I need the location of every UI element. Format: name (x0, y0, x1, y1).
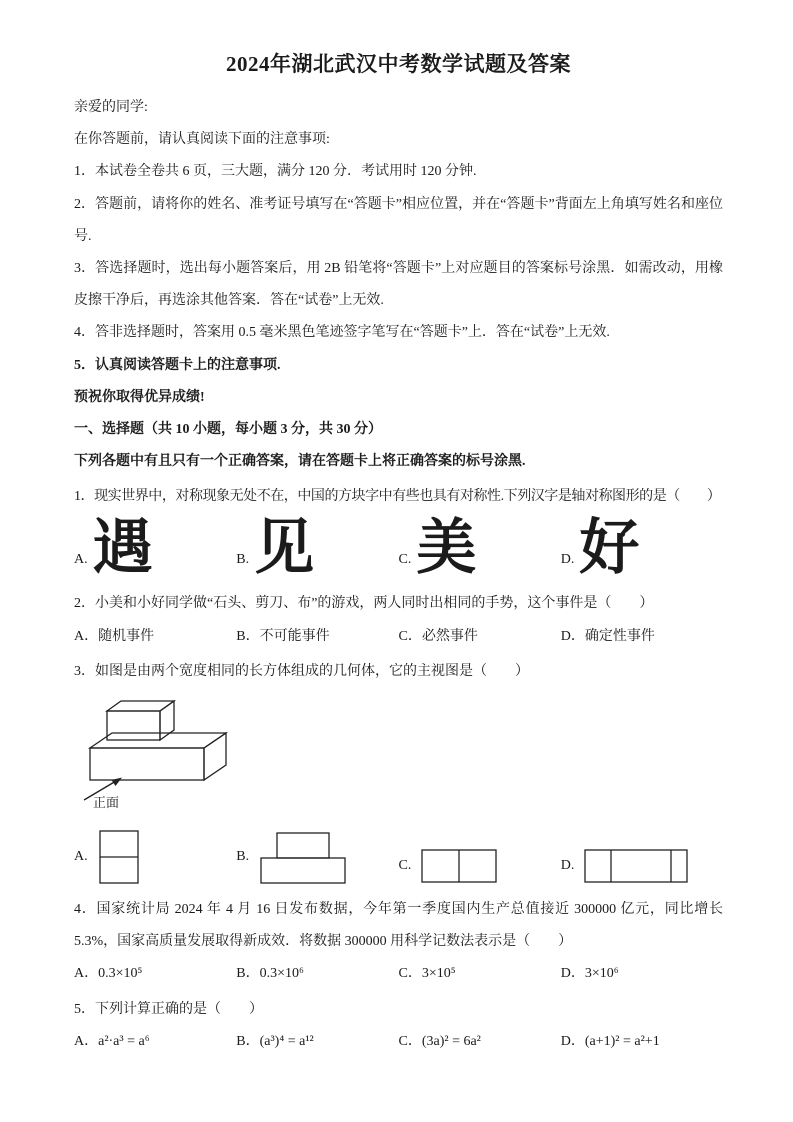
section-instruction: 下列各题中有且只有一个正确答案，请在答题卡上将正确答案的标号涂黑. (74, 454, 526, 470)
q3-option-b-figure (258, 828, 348, 886)
question-3-figure-wrap (76, 696, 723, 810)
q3-option-c-figure (420, 846, 498, 886)
q3-option-a-label: A. (74, 849, 88, 864)
notice-item-3: 3．答选择题时，选出每小题答案后，用 2B 铅笔将“答题卡”上对应题目的答案标号涂黑．如需改动，用橡皮擦干净后，再选涂其他答案．答在“试卷”上无效. (74, 260, 723, 309)
q4-option-d: D．3×10⁶ (560, 966, 619, 982)
q2-option-a: A．随机事件 (74, 628, 155, 644)
q1-option-c-label: C. (398, 552, 412, 568)
section-heading: 一、选择题（共 10 小题，每小题 3 分，共 30 分） (74, 421, 382, 437)
q1-option-c (399, 517, 561, 580)
q1-option-a (74, 517, 236, 580)
q1-option-b-label: B. (236, 552, 250, 568)
q1-option-b (236, 517, 398, 580)
question-2-options (74, 621, 723, 653)
question-3-text: 3．如图是由两个宽度相同的长方体组成的几何体，它的主视图是（ ） (74, 663, 529, 679)
q4-option-a: A．0.3×10⁵ (74, 966, 143, 982)
notice-item-2: 2．答题前，请将你的姓名、准考证号填写在“答题卡”相应位置，并在“答题卡”背面左上角填写姓名和座位号. (74, 196, 723, 244)
q4-option-c: C．3×10⁵ (398, 966, 456, 982)
q5-option-d: D．(a+1)² = a²+1 (560, 1033, 660, 1049)
question-1-options (74, 517, 723, 580)
notice-item-4: 4．答非选择题时，答案用 0.5 毫米黑色笔迹签字笔写在“答题卡”上．答在“试卷”上无效. (74, 325, 610, 341)
q5-option-a: A．a²·a³ = a⁶ (74, 1033, 150, 1049)
q4-option-b: B．0.3×10⁶ (236, 966, 304, 982)
notice-item-1: 1．本试卷全卷共 6 页，三大题，满分 120 分．考试用时 120 分钟. (74, 164, 477, 180)
notice-header: 在你答题前，请认真阅读下面的注意事项: (74, 132, 330, 148)
q2-option-d: D．确定性事件 (560, 628, 655, 644)
question-5-options (74, 1026, 723, 1058)
wish-line: 预祝你取得优异成绩! (74, 389, 205, 405)
q3-option-c-label: C. (398, 858, 412, 873)
q3-option-a (74, 828, 236, 886)
q3-option-c (399, 846, 561, 886)
q2-option-b: B．不可能事件 (236, 628, 330, 644)
question-5-text: 5．下列计算正确的是（ ） (74, 1001, 263, 1017)
q1-option-c-character: 美 (416, 515, 477, 582)
top-cuboid (107, 701, 174, 740)
q2-option-c: C．必然事件 (398, 628, 478, 644)
front-face-label: 正面 (93, 795, 120, 810)
salutation: 亲爱的同学: (74, 100, 148, 115)
q5-option-c: C．(3a)² = 6a² (398, 1033, 481, 1049)
q1-option-d-character: 好 (579, 515, 640, 582)
question-3-options (74, 828, 723, 886)
q3-option-a-figure (97, 828, 141, 886)
q1-option-a-character: 遇 (92, 515, 153, 582)
question-2-text: 2．小美和小好同学做“石头、剪刀、布”的游戏，两人同时出相同的手势，这个事件是（ ） (74, 596, 654, 612)
question-4-options (74, 958, 723, 990)
question-4-text: 4．国家统计局 2024 年 4 月 16 日发布数据，今年第一季度国内生产总值接近 300000 亿元，同比增长5.3%，国家高质量发展取得新成效．将数据 300000 用科学记数法表示是（ ） (74, 902, 723, 950)
question-1-text: 1．现实世界中，对称现象无处不在，中国的方块字中有些也具有对称性.下列汉字是轴对称图形的是（ ） (74, 489, 721, 505)
page-title: 2024年湖北武汉中考数学试题及答案 (226, 52, 571, 76)
q3-option-d (561, 846, 723, 886)
q3-option-b (236, 828, 398, 886)
q1-option-a-label: A. (74, 552, 88, 568)
q1-option-d (561, 517, 723, 580)
q3-option-d-figure (583, 846, 689, 886)
q3-option-b-label: B. (236, 849, 250, 864)
q1-option-b-character: 见 (254, 515, 315, 582)
q5-option-b: B．(a³)⁴ = a¹² (236, 1033, 314, 1049)
q1-option-d-label: D. (560, 552, 575, 568)
notice-item-5: 5．认真阅读答题卡上的注意事项. (74, 357, 281, 373)
q3-option-d-label: D. (560, 858, 575, 873)
q3-solid-figure (76, 696, 248, 810)
